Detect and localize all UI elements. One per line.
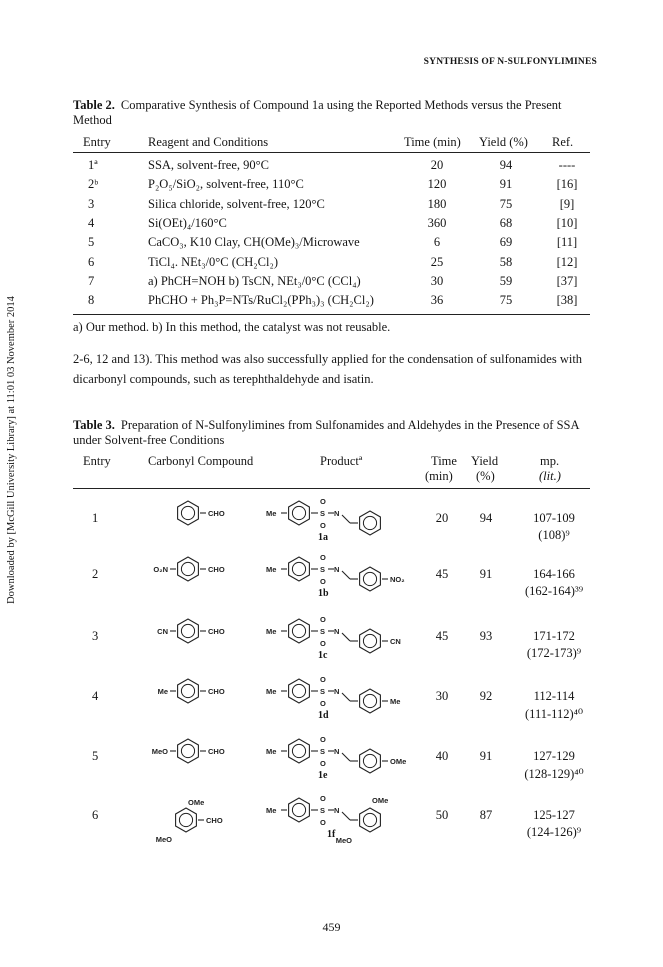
table3-cell-yield: 91 — [479, 749, 493, 763]
table3-cell-yield: 94 — [479, 511, 493, 525]
aromatic-circle — [292, 506, 305, 519]
table2-header-rule — [73, 152, 590, 153]
table2-cell-conditions: Si(OEt)₄/160°C — [148, 215, 227, 230]
benzene-ring — [360, 511, 381, 535]
table3-cell-time: 40 — [435, 749, 449, 763]
product-substituent: CN — [390, 637, 401, 646]
table3-header-rule — [73, 488, 590, 489]
oxygen-label: O — [320, 553, 326, 562]
table2-cell-yield: 69 — [499, 235, 513, 250]
benzene-ring — [178, 619, 199, 643]
bond-line — [342, 693, 350, 701]
cho-label: CHO — [208, 627, 225, 636]
aromatic-circle — [181, 684, 194, 697]
table2-cell-time: 120 — [427, 177, 447, 192]
sulfur-label: S — [320, 565, 326, 574]
aromatic-circle — [181, 506, 194, 519]
benzene-ring — [289, 557, 310, 581]
table2-cell-entry: 1ª — [88, 158, 98, 172]
table2-cell-entry: 6 — [88, 254, 95, 269]
table3-cell-entry: 3 — [92, 629, 99, 643]
nitrogen-label: N — [334, 627, 340, 636]
table3-label: Table 3. — [73, 418, 115, 432]
meo-label: MeO — [155, 835, 172, 844]
carbonyl-substituent: Me — [157, 687, 168, 696]
product-structure — [254, 609, 444, 677]
cho-label: CHO — [208, 747, 225, 756]
table3-cell-mp: 112-114 — [533, 689, 575, 703]
bond-line — [342, 515, 350, 523]
carbonyl-structure — [126, 790, 266, 850]
table3-cell-entry: 5 — [92, 749, 99, 763]
sulfur-label: S — [320, 687, 326, 696]
ome-label: OMe — [372, 796, 389, 805]
benzene-ring — [178, 679, 199, 703]
compound-label: 1e — [318, 770, 328, 781]
table2-cell-entry: 7 — [88, 273, 95, 288]
me-label: Me — [266, 806, 277, 815]
table2-cell-entry: 3 — [88, 196, 95, 211]
cho-label: CHO — [208, 509, 225, 518]
table2-caption-text: Comparative Synthesis of Compound 1a using the Reported Methods versus the Present Method — [73, 98, 562, 127]
table3-cell-entry: 1 — [92, 511, 99, 525]
table3-cell-time: 45 — [435, 567, 449, 581]
product-substituent: Me — [390, 697, 401, 706]
oxygen-label: O — [320, 699, 326, 708]
carbonyl-structure — [126, 549, 266, 609]
oxygen-label: O — [320, 497, 326, 506]
table3-cell-time: 45 — [435, 629, 449, 643]
sulfur-label: S — [320, 747, 326, 756]
table2-cell-time: 360 — [427, 215, 447, 230]
table3-caption-text: Preparation of N-Sulfonylimines from Sulfonamides and Aldehydes in the Presence of SSA under Solvent-free Conditions — [73, 418, 579, 447]
aromatic-circle — [181, 744, 194, 757]
carbonyl-structure — [126, 671, 266, 731]
table2-cell-entry: 2ᵇ — [88, 177, 99, 192]
table2-cell-conditions: CaCO₃, K10 Clay, CH(OMe)₃/Microwave — [148, 235, 360, 250]
oxygen-label: O — [320, 818, 326, 827]
aromatic-circle — [181, 624, 194, 637]
table2-cell-time: 6 — [433, 235, 441, 250]
compound-label: 1f — [327, 829, 336, 840]
table2-cell-yield: 75 — [499, 196, 513, 211]
table3-header-time-unit: (min) — [425, 469, 453, 483]
carbonyl-structure — [126, 611, 266, 671]
table3-cell-time: 20 — [435, 511, 449, 525]
table2-cell-conditions: a) PhCH=NOH b) TsCN, NEt₃/0°C (CCl₄) — [148, 273, 361, 288]
table2-caption — [73, 98, 593, 128]
me-label: Me — [266, 687, 277, 696]
oxygen-label: O — [320, 615, 326, 624]
benzene-ring — [360, 749, 381, 773]
ome-label: OMe — [188, 798, 205, 807]
aromatic-circle — [181, 562, 194, 575]
me-label: Me — [266, 509, 277, 518]
table3-cell-yield: 91 — [479, 567, 493, 581]
table3-header-time: Time — [431, 454, 457, 468]
benzene-ring — [289, 619, 310, 643]
table2-cell-entry: 4 — [88, 215, 95, 230]
table3-cell-entry: 4 — [92, 689, 99, 703]
cho-label: CHO — [208, 687, 225, 696]
table3-header-mp: mp. — [540, 454, 560, 468]
table3-cell-mp: 125-127 — [533, 808, 575, 822]
table2-cell-conditions: P₂O₅/SiO₂, solvent-free, 110°C — [148, 177, 304, 192]
table3-cell-mp: 171-172 — [533, 629, 575, 643]
nitrogen-label: N — [334, 747, 340, 756]
cho-label: CHO — [208, 565, 225, 574]
bond-line — [342, 633, 350, 641]
table2-header-yield: Yield (%) — [479, 135, 528, 149]
sulfur-label: S — [320, 806, 326, 815]
carbonyl-structure — [126, 731, 266, 791]
table2-cell-yield: 59 — [499, 273, 513, 288]
benzene-ring — [360, 629, 381, 653]
oxygen-label: O — [320, 577, 326, 586]
bond-line — [342, 571, 350, 579]
table2-cell-ref: [11] — [556, 235, 578, 250]
aromatic-circle — [363, 694, 376, 707]
table3-cell-mp: 107-109 — [533, 511, 575, 525]
benzene-ring — [360, 689, 381, 713]
product-structure — [254, 729, 444, 797]
table3-cell-lit: (172-173)⁹ — [526, 646, 582, 660]
table3-cell-entry: 2 — [92, 567, 99, 581]
aromatic-circle — [292, 624, 305, 637]
me-label: Me — [266, 627, 277, 636]
product-structure — [254, 669, 444, 737]
me-label: Me — [266, 747, 277, 756]
table2-footnote: a) Our method. b) In this method, the catalyst was not reusable. — [73, 320, 391, 334]
me-label: Me — [266, 565, 277, 574]
nitrogen-label: N — [334, 509, 340, 518]
table3-cell-lit: (111-112)⁴⁰ — [525, 707, 583, 721]
table3-cell-lit: (124-126)⁹ — [526, 825, 582, 839]
aromatic-circle — [363, 813, 376, 826]
table3-cell-entry: 6 — [92, 808, 99, 822]
benzene-ring — [360, 808, 381, 832]
carbonyl-structure — [126, 493, 266, 553]
aromatic-circle — [363, 754, 376, 767]
benzene-ring — [289, 739, 310, 763]
table2-cell-yield: 94 — [499, 158, 513, 172]
aromatic-circle — [363, 572, 376, 585]
table2-bottom-rule — [73, 314, 590, 315]
table3-header-lit: (lit.) — [539, 469, 561, 483]
table2-cell-entry: 8 — [88, 293, 95, 308]
benzene-ring — [289, 679, 310, 703]
table2-cell-conditions: PhCHO + Ph₃P=NTs/RuCl₂(PPh₃)₃ (CH₂Cl₂) — [148, 293, 374, 308]
carbonyl-substituent: MeO — [151, 747, 168, 756]
table2-cell-time: 25 — [430, 254, 444, 269]
aromatic-circle — [292, 803, 305, 816]
compound-label: 1b — [318, 588, 329, 599]
table2-cell-yield: 91 — [499, 177, 513, 192]
benzene-ring — [289, 501, 310, 525]
table3-header-product: Productª — [320, 454, 363, 468]
table3-cell-yield: 93 — [479, 629, 493, 643]
table3-cell-time: 50 — [435, 808, 449, 822]
table3-cell-time: 30 — [435, 689, 449, 703]
table2-cell-conditions: Silica chloride, solvent-free, 120°C — [148, 196, 325, 211]
table2-cell-ref: [16] — [556, 177, 578, 192]
aromatic-circle — [363, 634, 376, 647]
sulfur-label: S — [320, 509, 326, 518]
benzene-ring — [289, 798, 310, 822]
aromatic-circle — [363, 516, 376, 529]
table3-caption — [73, 418, 588, 448]
nitrogen-label: N — [334, 687, 340, 696]
table3-cell-yield: 92 — [479, 689, 493, 703]
compound-label: 1a — [318, 532, 328, 543]
table2-cell-ref: [37] — [556, 273, 578, 288]
table2-header-time: Time (min) — [404, 135, 461, 149]
oxygen-label: O — [320, 675, 326, 684]
table2-cell-time: 180 — [427, 196, 447, 211]
table2-cell-time: 36 — [430, 293, 444, 308]
oxygen-label: O — [320, 735, 326, 744]
table2-cell-yield: 58 — [499, 254, 513, 269]
table2-cell-conditions: SSA, solvent-free, 90°C — [148, 158, 269, 172]
compound-label: 1c — [318, 650, 328, 661]
product-substituent: OMe — [390, 757, 407, 766]
product-structure — [254, 788, 444, 856]
table2-cell-time: 20 — [430, 158, 444, 172]
oxygen-label: O — [320, 794, 326, 803]
table2-cell-yield: 75 — [499, 293, 513, 308]
table3-header-carbonyl: Carbonyl Compound — [148, 454, 254, 468]
benzene-ring — [178, 739, 199, 763]
side-watermark-text: Downloaded by [McGill University Library] at 11:01 03 November 2014 — [6, 296, 17, 604]
table2-cell-yield: 68 — [499, 215, 513, 230]
table3-header-yield-unit: (%) — [476, 469, 495, 483]
table2-cell-ref: [9] — [559, 196, 575, 211]
table3-cell-mp: 127-129 — [533, 749, 575, 763]
benzene-ring — [178, 557, 199, 581]
bond-line — [342, 812, 350, 820]
table3-header-entry: Entry — [83, 454, 111, 468]
table3-cell-lit: (128-129)⁴⁰ — [524, 767, 584, 781]
table2-label: Table 2. — [73, 98, 115, 112]
carbonyl-substituent: CN — [157, 627, 168, 636]
oxygen-label: O — [320, 759, 326, 768]
table2-cell-ref: ---- — [558, 158, 576, 172]
table2-header-conditions: Reagent and Conditions — [148, 135, 269, 149]
oxygen-label: O — [320, 521, 326, 530]
sulfur-label: S — [320, 627, 326, 636]
table2-cell-conditions: TiCl₄. NEt₃/0°C (CH₂Cl₂) — [148, 254, 278, 269]
benzene-ring — [178, 501, 199, 525]
aromatic-circle — [292, 684, 305, 697]
nitrogen-label: N — [334, 565, 340, 574]
table2-cell-time: 30 — [430, 273, 444, 288]
meo-label: MeO — [335, 836, 352, 845]
aromatic-circle — [179, 813, 192, 826]
compound-label: 1d — [318, 710, 329, 721]
product-substituent: NO₂ — [390, 575, 405, 584]
table3-cell-mp: 164-166 — [533, 567, 575, 581]
page-number: 459 — [322, 920, 341, 934]
cho-label: CHO — [206, 816, 223, 825]
table2-header-entry: Entry — [83, 135, 111, 149]
table2-header-ref: Ref. — [552, 135, 574, 149]
table3-cell-lit: (108)⁹ — [538, 528, 570, 542]
benzene-ring — [176, 808, 197, 832]
carbonyl-substituent: O₂N — [153, 565, 168, 574]
table3-header-yield: Yield — [471, 454, 499, 468]
running-header: SYNTHESIS OF N-SULFONYLIMINES — [423, 57, 597, 67]
oxygen-label: O — [320, 639, 326, 648]
benzene-ring — [360, 567, 381, 591]
table2-cell-entry: 5 — [88, 235, 95, 250]
table2-cell-ref: [12] — [556, 254, 578, 269]
body-paragraph: 2-6, 12 and 13). This method was also successfully applied for the condensation of sulfonamides with dicarbonyl compounds, such as terephthaldehyde and isatin. — [73, 352, 583, 386]
nitrogen-label: N — [334, 806, 340, 815]
bond-line — [342, 753, 350, 761]
table2-cell-ref: [38] — [556, 293, 578, 308]
side-watermark — [2, 240, 18, 660]
aromatic-circle — [292, 744, 305, 757]
table3-cell-lit: (162-164)³⁹ — [524, 584, 584, 598]
table3-cell-yield: 87 — [479, 808, 493, 822]
aromatic-circle — [292, 562, 305, 575]
product-structure — [254, 547, 444, 615]
table2-cell-ref: [10] — [556, 215, 578, 230]
